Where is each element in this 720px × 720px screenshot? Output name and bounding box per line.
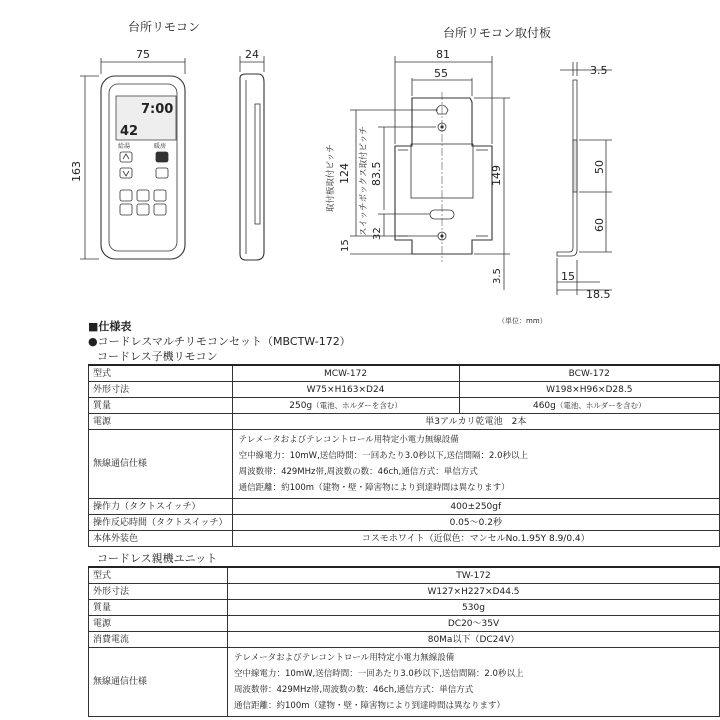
remote-label-hot: 給湯 [118, 143, 131, 150]
remote-drawing-title: 台所リモコン [128, 20, 201, 34]
parent-size-label: 外形寸法 [89, 584, 228, 600]
dim-height: 163 [70, 161, 83, 182]
child-spec-table [88, 364, 720, 547]
spec-heading: ■仕様表 [88, 320, 132, 333]
remote-label-bath: 暖房 [154, 143, 167, 150]
remote-side-view [240, 74, 264, 260]
child-mass-b: 460g（電池、ホルダーを含む） [459, 398, 719, 414]
spec-parent-title: コードレス親機ユニット [97, 552, 218, 565]
remote-hot-button [156, 152, 168, 162]
dim-pitch-label: 取付板取付ピッチ [326, 144, 336, 212]
child-size-label: 外形寸法 [89, 382, 233, 398]
child-force-label: 操作力（タクトスイッチ） [89, 499, 233, 515]
child-color: コスモホワイト（近似色：マンセルNo.1.95Y 8.9/0.4） [232, 531, 719, 547]
dim-depth: 24 [245, 48, 259, 61]
child-color-label: 本体外装色 [89, 531, 233, 547]
parent-power-label: 電源 [89, 616, 228, 632]
screen-time: 7:00 [141, 102, 174, 117]
child-model-label: 型式 [89, 365, 233, 382]
unit-note: （単位：mm） [498, 317, 547, 325]
dim-side-15: 15 [561, 270, 575, 283]
child-model-a: MCW-172 [232, 365, 459, 382]
dim-plate-inner: 55 [434, 67, 448, 80]
dim-side-185: 18.5 [586, 288, 611, 301]
child-size-a: W75×H163×D24 [232, 382, 459, 398]
parent-model: TW-172 [228, 567, 720, 584]
dim-side-35: 3.5 [590, 64, 608, 77]
parent-mass-label: 質量 [89, 600, 228, 616]
parent-size: W127×H227×D44.5 [228, 584, 720, 600]
dim-plate-width: 81 [436, 48, 450, 61]
child-response: 0.05～0.2秒 [232, 515, 719, 531]
dim-side-50: 50 [593, 160, 606, 174]
dim-35-bottom: 3.5 [492, 268, 503, 284]
child-response-label: 操作反応時間（タクトスイッチ） [89, 515, 233, 531]
child-radio-spec: テレメータおよびテレコントロール用特定小電力無線設備 空中線電力：10mW,送信時間：一回あたり3.0秒以下,送信間隔：2.0秒以上 周波数帯：429MHz帯,周波数の数：46ch,通信方式：単信方式 通信距離：約100m（建物・壁・障害物により到達時間は異なります） [232, 430, 719, 499]
spec-set-title: ●コードレスマルチリモコンセット（MBCTW-172） [88, 335, 351, 348]
spec-child-title: コードレス子機リモコン [97, 350, 218, 363]
mounting-plate-view [395, 92, 492, 262]
parent-consumption-label: 消費電流 [89, 632, 228, 648]
technical-drawing [0, 0, 720, 310]
dim-15: 15 [340, 239, 351, 252]
child-mass-label: 質量 [89, 398, 233, 414]
child-power: 単3アルカリ乾電池 2本 [232, 414, 719, 430]
plate-side-view [557, 80, 577, 256]
parent-consumption: 80Ma以下（DC24V） [228, 632, 720, 648]
child-model-b: BCW-172 [459, 365, 719, 382]
dim-pitch: 124 [338, 163, 351, 184]
dim-32: 32 [372, 227, 383, 240]
child-radio-label: 無線通信仕様 [89, 430, 233, 499]
child-power-label: 電源 [89, 414, 233, 430]
dim-side-60: 60 [593, 218, 606, 232]
parent-radio-label: 無線通信仕様 [89, 648, 228, 717]
dim-plate-height: 149 [490, 165, 503, 186]
dim-width: 75 [136, 48, 150, 61]
child-size-b: W198×H96×D28.5 [459, 382, 719, 398]
screen-temp: 42 [120, 124, 139, 139]
dim-box: 83.5 [370, 161, 383, 186]
parent-spec-table [88, 566, 720, 717]
parent-model-label: 型式 [89, 567, 228, 584]
child-force: 400±250gf [232, 499, 719, 515]
parent-power: DC20～35V [228, 616, 720, 632]
dim-box-label: スイッチボックス取付ピッチ [359, 126, 369, 236]
parent-radio-spec: テレメータおよびテレコントロール用特定小電力無線設備 空中線電力：10mW,送信時間：一回あたり3.0秒以下,送信間隔：2.0秒以上 周波数帯：429MHz帯,周波数の数：46ch,通信方式：単信方式 通信距離：約100m（建物・壁・障害物により到達時間は異なります） [228, 648, 720, 717]
parent-mass: 530g [228, 600, 720, 616]
plate-drawing-title: 台所リモコン取付板 [443, 26, 552, 40]
child-mass-a: 250g（電池、ホルダーを含む） [232, 398, 459, 414]
